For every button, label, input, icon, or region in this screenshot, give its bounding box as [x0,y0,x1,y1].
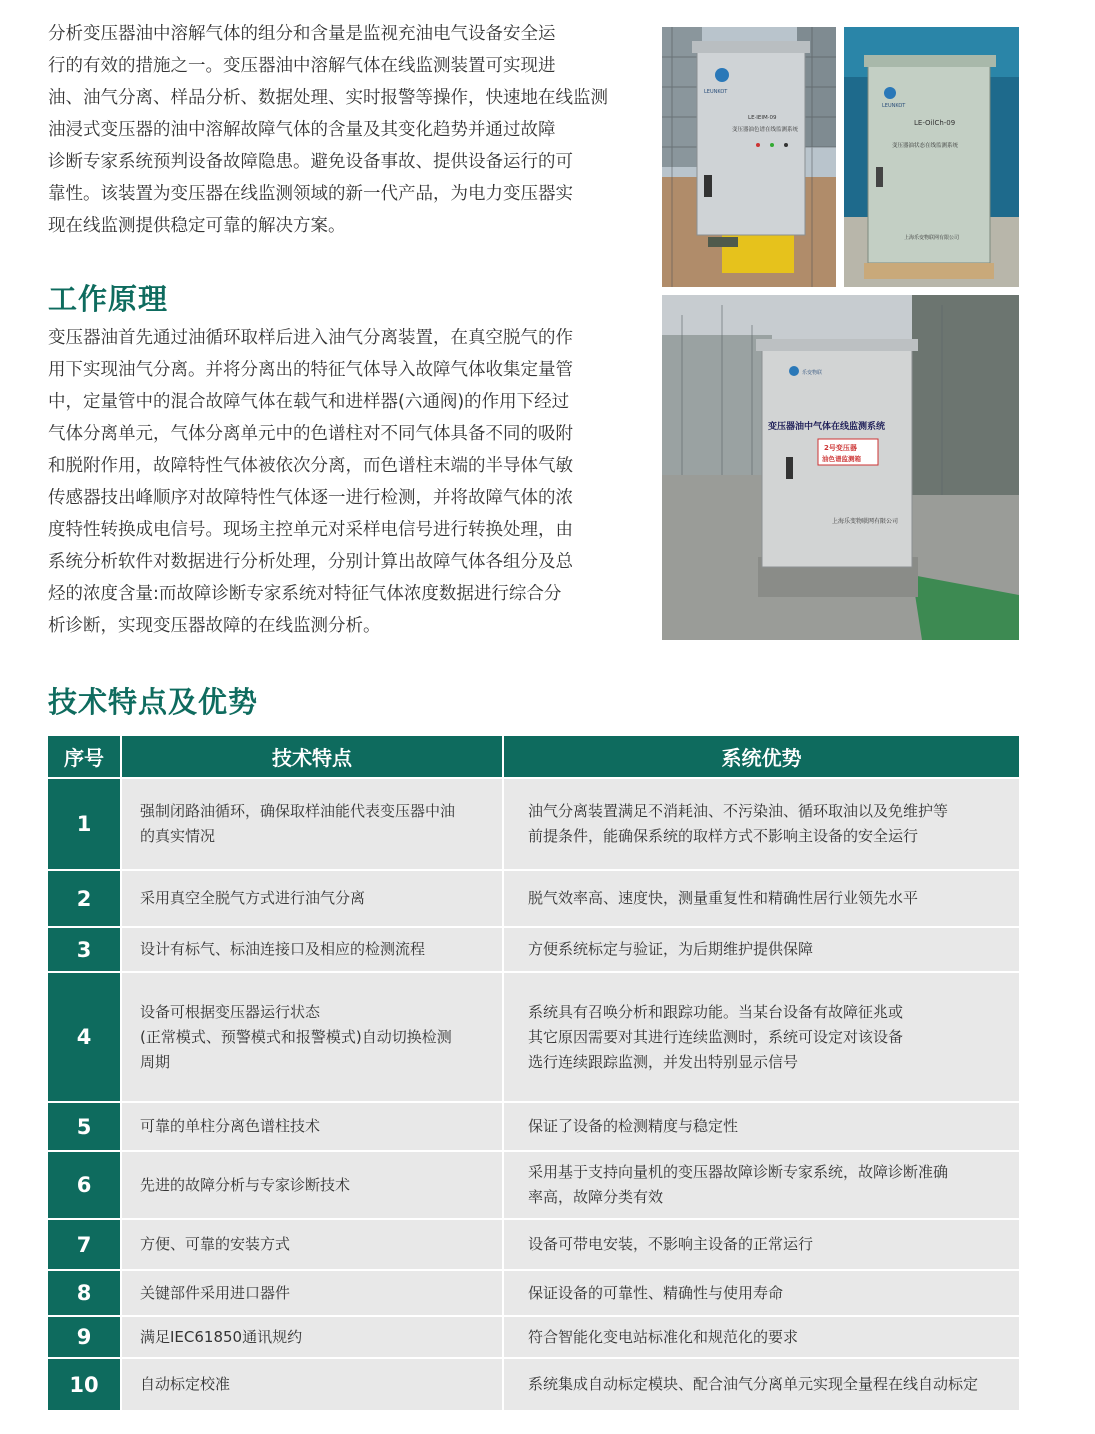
intro-line: 靠性。该装置为变压器在线监测领域的新一代产品，为电力变压器实 [48,184,573,204]
intro-line: 诊断专家系统预判设备故障隐患。避免设备事故、提供设备运行的可 [48,152,573,172]
row-feature: 强制闭路油循环，确保取样油能代表变压器中油 的真实情况 [120,779,502,869]
table-row [48,926,1019,971]
principle-line: 传感器技出峰顺序对故障特性气体逐一进行检测，并将故障气体的浓 [48,488,573,508]
features-heading: 技术特点及优势 [48,685,259,719]
principle-line: 系统分析软件对数据进行分析处理，分别计算出故障气体各组分及总 [48,552,573,572]
row-number: 9 [48,1317,120,1357]
header-advantage: 系统优势 [502,736,1019,777]
principle-line: 中，定量管中的混合故障气体在载气和进样器(六通阀)的作用下经过 [48,392,570,412]
photo3-sign1: 2号变压器 [824,444,857,452]
row-feature: 方便、可靠的安装方式 [120,1220,502,1269]
principle-line: 度特性转换成电信号。现场主控单元对采样电信号进行转换处理，由 [48,520,573,540]
photo1-brand: LE·IEIM·09 [748,115,777,121]
table-row [48,869,1019,926]
intro-line: 现在线监测提供稳定可靠的解决方案。 [48,216,346,236]
principle-line: 气体分离单元，气体分离单元中的色谱柱对不同气体具备不同的吸附 [48,424,573,444]
row-feature: 设计有标气、标油连接口及相应的检测流程 [120,928,502,971]
principle-line: 烃的浓度含量:而故障诊断专家系统对特征气体浓度数据进行综合分 [48,584,562,604]
table-row [48,1315,1019,1357]
intro-line: 油、油气分离、样品分析、数据处理、实时报警等操作，快速地在线监测 [48,88,608,108]
photo3-label: 变压器油中气体在线监测系统 [768,422,886,432]
photo2-label: 变压器油状态在线监测系统 [892,143,959,149]
row-feature: 采用真空全脱气方式进行油气分离 [120,871,502,926]
cabinet-photo-outdoor [662,27,836,287]
row-feature: 满足IEC61850通讯规约 [120,1317,502,1357]
intro-line: 分析变压器油中溶解气体的组分和含量是监视充油电气设备安全运 [48,24,556,44]
row-feature: 关键部件采用进口器件 [120,1271,502,1315]
intro-line: 油浸式变压器的油中溶解故障气体的含量及其变化趋势并通过故障 [48,120,556,140]
row-advantage: 保证设备的可靠性、精确性与使用寿命 [502,1271,1019,1315]
table-row [48,971,1019,1101]
row-number: 1 [48,779,120,869]
row-advantage: 符合智能化变电站标准化和规范化的要求 [502,1317,1019,1357]
intro-line: 行的有效的措施之一。变压器油中溶解气体在线监测装置可实现进 [48,56,556,76]
row-number: 7 [48,1220,120,1269]
svg-text:LEUNKOT: LEUNKOT [704,89,728,95]
photo2-company: 上海乐变物联网有限公司 [904,235,960,241]
cabinet-photo-indoor [844,27,1019,287]
row-advantage: 设备可带电安装，不影响主设备的正常运行 [502,1220,1019,1269]
header-no: 序号 [64,746,104,770]
photo2-brand: LE-OilCh-09 [914,119,956,127]
row-advantage: 保证了设备的检测精度与稳定性 [502,1103,1019,1150]
row-number: 10 [48,1359,120,1410]
table-row [48,1150,1019,1218]
row-number: 5 [48,1103,120,1150]
header-feature: 技术特点 [120,736,502,777]
row-feature: 先进的故障分析与专家诊断技术 [120,1152,502,1218]
row-advantage: 系统具有召唤分析和跟踪功能。当某台设备有故障征兆或 其它原因需要对其进行连续监测时，系统可设定对该设备 选行连续跟踪监测，并发出特别显示信号 [502,973,1019,1101]
principle-line: 用下实现油气分离。并将分离出的特征气体导入故障气体收集定量管 [48,360,573,380]
table-row [48,1218,1019,1269]
row-feature: 可靠的单柱分离色谱柱技术 [120,1103,502,1150]
principle-line: 析诊断，实现变压器故障的在线监测分析。 [48,616,381,636]
row-feature: 自动标定校准 [120,1359,502,1410]
row-number: 2 [48,871,120,926]
svg-text:乐变物联: 乐变物联 [802,370,823,376]
photo1-label: 变压器油色谱在线监测系统 [732,127,799,133]
row-advantage: 采用基于支持向量机的变压器故障诊断专家系统，故障诊断准确 率高，故障分类有效 [502,1152,1019,1218]
row-number: 8 [48,1271,120,1315]
table-row [48,777,1019,869]
row-number: 6 [48,1152,120,1218]
row-number: 3 [48,928,120,971]
row-advantage: 油气分离装置满足不消耗油、不污染油、循环取油以及免维护等 前提条件，能确保系统的取样方式不影响主设备的安全运行 [502,779,1019,869]
principle-line: 变压器油首先通过油循环取样后进入油气分离装置，在真空脱气的作 [48,328,573,348]
intro-paragraph [48,18,640,242]
row-advantage: 脱气效率高、速度快，测量重复性和精确性居行业领先水平 [502,871,1019,926]
table-row [48,1101,1019,1150]
table-header [48,736,1019,777]
row-feature: 设备可根据变压器运行状态 (正常模式、预警模式和报警模式)自动切换检测 周期 [120,973,502,1101]
row-number: 4 [48,973,120,1101]
row-advantage: 方便系统标定与验证，为后期维护提供保障 [502,928,1019,971]
table-row [48,1357,1019,1410]
cabinet-photo-substation [662,295,1019,640]
photo3-company: 上海乐变物联网有限公司 [832,518,899,525]
principle-heading: 工作原理 [48,282,169,316]
principle-line: 和脱附作用，故障特性气体被依次分离，而色谱柱末端的半导体气敏 [48,456,573,476]
photo3-sign2: 油色谱监测箱 [822,455,861,463]
svg-text:LEUNKOT: LEUNKOT [882,103,906,109]
principle-paragraph [48,322,640,642]
table-row [48,1269,1019,1315]
row-advantage: 系统集成自动标定模块、配合油气分离单元实现全量程在线自动标定 [502,1359,1019,1410]
features-table [48,736,1019,1410]
